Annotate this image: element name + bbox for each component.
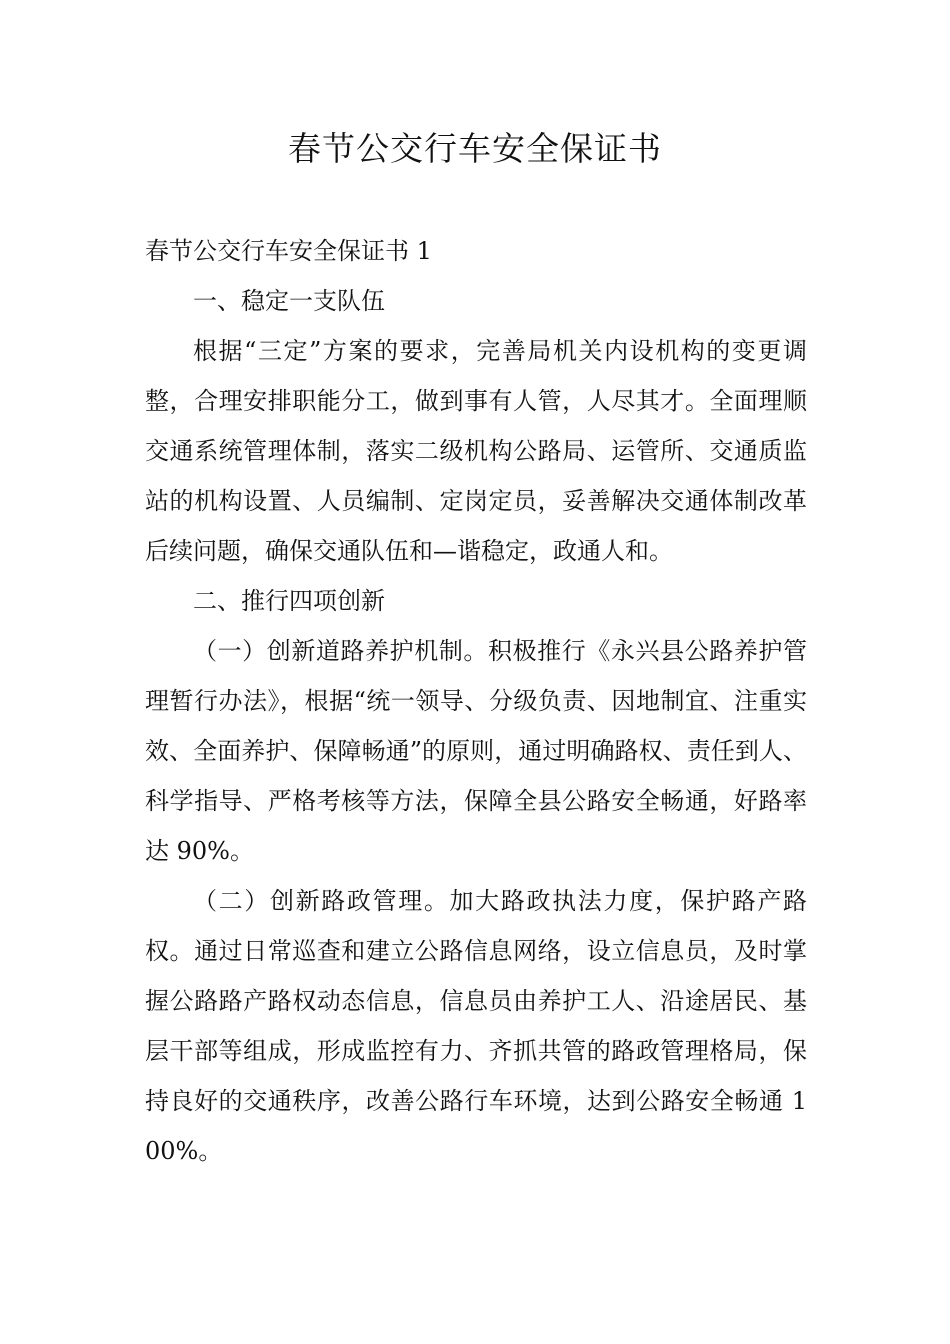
body-paragraph-1: 根据“三定”方案的要求，完善局机关内设机构的变更调整，合理安排职能分工，做到事有人管，人尽其才。全面理顺交通系统管理体制，落实二级机构公路局、运管所、交通质监站的机构设置、人员编制、定岗定员，妥善解决交通体制改革后续问题，确保交通队伍和—谐稳定，政通人和。 [145, 337, 807, 565]
subtitle-paragraph: 春节公交行车安全保证书 1 [145, 237, 432, 265]
document-title: 春节公交行车安全保证书 [288, 129, 662, 168]
document-body [145, 226, 807, 1176]
section-heading-2: 二、推行四项创新 [193, 587, 385, 615]
body-paragraph-2: （一）创新道路养护机制。积极推行《永兴县公路养护管理暂行办法》，根据“统一领导、分级负责、因地制宜、注重实效、全面养护、保障畅通”的原则，通过明确路权、责任到人、科学指导、严格考核等方法，保障全县公路安全畅通，好路率达 90%。 [145, 637, 807, 865]
body-paragraph-3: （二）创新路政管理。加大路政执法力度，保护路产路权。通过日常巡查和建立公路信息网络，设立信息员，及时掌握公路路产路权动态信息，信息员由养护工人、沿途居民、基层干部等组成，形成监控有力、齐抓共管的路政管理格局，保持良好的交通秩序，改善公路行车环境，达到公路安全畅通 100%。 [145, 887, 807, 1165]
section-heading-1: 一、稳定一支队伍 [193, 287, 385, 315]
